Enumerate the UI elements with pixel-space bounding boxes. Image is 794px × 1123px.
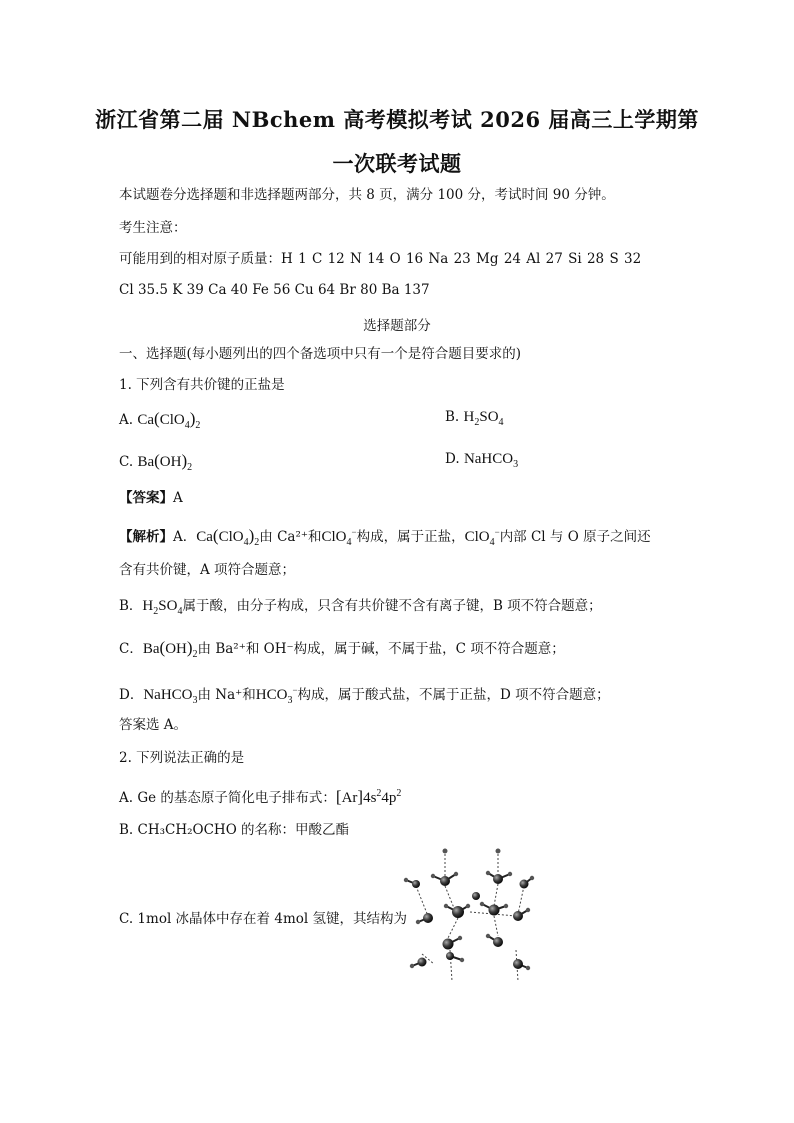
- ice-crystal-structure-image: [398, 846, 548, 986]
- q1-analysis-a-cont: 含有共价键，A 项符合题意；: [119, 562, 296, 578]
- q2-option-a: A. Ge 的基态原子简化电子排布式：$[Ar]4s^24p^2$: [119, 787, 402, 806]
- formula-h2so4: $H_2SO_4$: [463, 409, 504, 428]
- q1-analysis-c: C．$Ba(OH)_2$由 Ba²⁺和 OH⁻构成，属于碱，不属于盐，C 项不符合题意；: [119, 638, 565, 660]
- q1-option-a: A. $Ca(ClO_4)_2$: [119, 409, 201, 431]
- q2-option-c: C. 1mol 冰晶体中存在着 4mol 氢键，其结构为: [119, 911, 407, 927]
- formula-ca-clo4-2: $Ca(ClO_4)_2$: [196, 526, 260, 548]
- formula-nahco3: NaHCO$_3$: [143, 687, 198, 706]
- section-heading: 选择题部分: [363, 318, 431, 334]
- q1-option-d: D. NaHCO$_3$: [445, 451, 519, 470]
- q1-answer: 【答案】A: [119, 490, 183, 506]
- atomic-mass-line2: Cl 35.5 K 39 Ca 40 Fe 56 Cu 64 Br 80 Ba 137: [119, 282, 430, 298]
- formula-ba-oh-2: $Ba(OH)_2$: [137, 451, 193, 473]
- exam-title-line2: 一次联考试题: [332, 151, 462, 176]
- atomic-mass-line1: 可能用到的相对原子质量：H 1 C 12 N 14 O 16 Na 23 Mg 24 Al 27 Si 28 S 32: [119, 251, 642, 267]
- formula-h2so4: $H_2SO_4$: [142, 598, 183, 617]
- q1-analysis-d: D．NaHCO$_3$由 Na⁺和$HCO_3^-$构成，属于酸式盐，不属于正盐，D 项不符合题意；: [119, 685, 610, 706]
- q1-option-c: C. $Ba(OH)_2$: [119, 451, 193, 473]
- section-title: 一、选择题(每小题列出的四个备选项中只有一个是符合题目要求的): [119, 346, 522, 362]
- q2-stem: 2. 下列说法正确的是: [119, 750, 245, 766]
- exam-intro: 本试题卷分选择题和非选择题两部分，共 8 页，满分 100 分，考试时间 90 分钟。: [119, 187, 615, 203]
- q2-option-b: B. CH₃CH₂OCHO 的名称：甲酸乙酯: [119, 822, 350, 838]
- formula-ba-oh-2: $Ba(OH)_2$: [142, 638, 198, 660]
- formula-nahco3: NaHCO$_3$: [463, 451, 519, 470]
- q1-option-b: B. $H_2SO_4$: [445, 409, 504, 428]
- q1-conclusion: 答案选 A。: [119, 717, 188, 733]
- q1-analysis-b: B．$H_2SO_4$属于酸，由分子构成，只含有共价键不含有离子键，B 项不符合题意；: [119, 598, 602, 617]
- ion-clo4-minus: ClO$_4$−: [321, 527, 357, 548]
- q1-stem: 1. 下列含有共价键的正盐是: [119, 377, 285, 393]
- exam-title-line1: 浙江省第二届 NBchem 高考模拟考试 2026 届高三上学期第: [95, 107, 699, 132]
- formula-ca-clo4-2: $Ca(ClO_4)_2$: [137, 409, 201, 431]
- ion-hco3-minus: $HCO_3^-$: [255, 685, 298, 706]
- notice-label: 考生注意：: [119, 220, 187, 236]
- q1-analysis-a: 【解析】A．$Ca(ClO_4)_2$由 Ca²⁺和ClO$_4$−构成，属于正盐，ClO$_4$−内部 Cl 与 O 原子之间还: [119, 526, 651, 548]
- ion-clo4-minus: ClO$_4$−: [464, 527, 500, 548]
- electron-config-ge: $[Ar]4s^24p^2$: [335, 787, 402, 806]
